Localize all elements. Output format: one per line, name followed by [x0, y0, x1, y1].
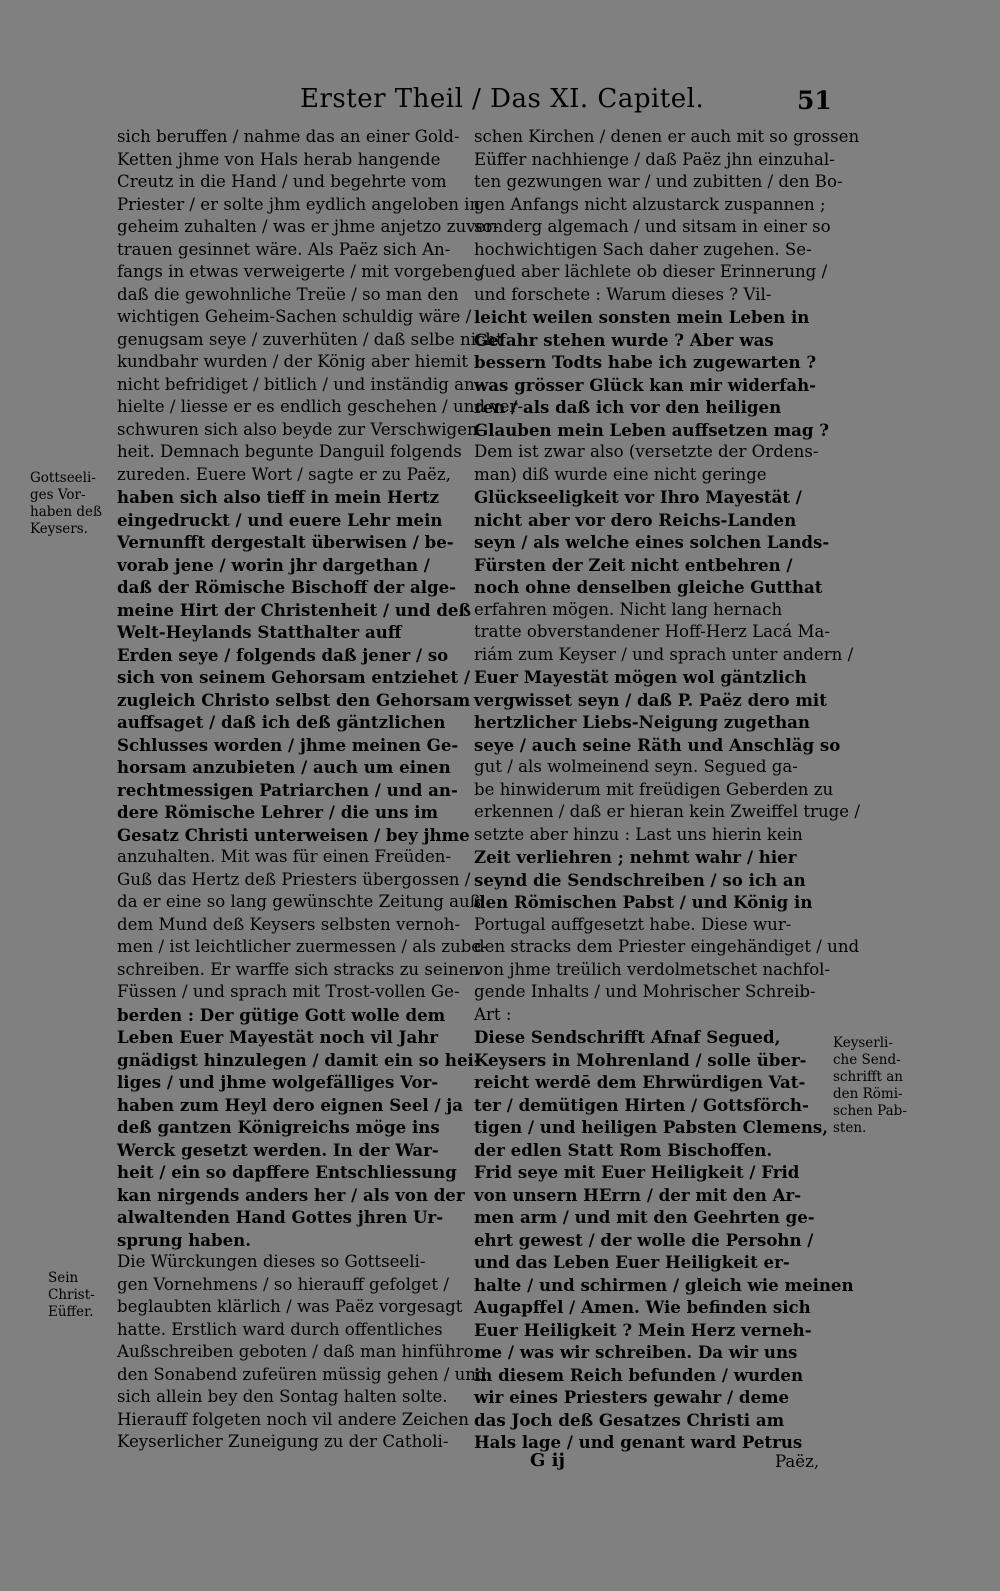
text-line: sich von seinem Gehorsam entziehet / [117, 667, 471, 687]
text-line: was grösser Glück kan mir widerfah- [474, 374, 817, 395]
text-line: riám zum Keyser / und sprach unter andern / [474, 644, 854, 664]
text-line: zureden. Euere Wort / sagte er zu Paëz, [117, 464, 451, 484]
text-line: gen Vornehmens / so hierauff gefolget / [117, 1274, 449, 1294]
text-line: heit / ein so dapffere Entschliessung [117, 1162, 457, 1182]
margin-note-line: ges Vor- [30, 487, 86, 503]
text-line: hatte. Erstlich ward durch offentliches [117, 1319, 443, 1339]
text-line: vorab jene / worin jhr dargethan / [117, 554, 430, 575]
text-line: gut / als wolmeinend seyn. Segued ga- [474, 757, 798, 776]
text-line: Art : [474, 1004, 512, 1024]
text-line: seye / auch seine Räth und Anschläg so [474, 734, 841, 755]
text-line: Priester / er solte jhm eydlich angeloben in [117, 194, 481, 214]
text-line: horsam anzubieten / auch um einen [117, 757, 451, 777]
text-line: anzuhalten. Mit was für einen Freüden- [117, 847, 452, 866]
page-number: 51 [797, 86, 832, 115]
text-line: erfahren mögen. Nicht lang hernach [474, 599, 783, 619]
text-line: meine Hirt der Christenheit / und deß [117, 599, 472, 620]
margin-note-line: Keyserli- [833, 1035, 893, 1051]
margin-note-line: haben deß [30, 504, 103, 520]
margin-note-line: schrifft an [833, 1069, 904, 1085]
text-line: kundbahr wurden / der König aber hiemit [117, 352, 469, 371]
text-line: Diese Sendschrifft Afnaf Segued, [474, 1027, 781, 1047]
text-line: haben zum Heyl dero eignen Seel / ja [117, 1094, 464, 1115]
text-line: Keysers in Mohrenland / solle über- [474, 1049, 807, 1070]
text-line: genugsam seye / zuverhüten / daß selbe nicht [117, 329, 503, 349]
text-line: Leben Euer Mayestät noch vil Jahr [117, 1027, 439, 1047]
text-line: sich allein bey den Sontag halten solte. [117, 1387, 448, 1406]
text-line: wichtigen Geheim-Sachen schuldig wäre / [117, 307, 472, 326]
text-line: setzte aber hinzu : Last uns hierin kein [474, 824, 803, 844]
text-line: kan nirgends anders her / als von der [117, 1184, 465, 1205]
text-line: ter / demütigen Hirten / Gottsförch- [474, 1094, 809, 1115]
text-line: da er eine so lang gewünschte Zeitung auß [117, 892, 481, 911]
text-line: Augapffel / Amen. Wie befinden sich [474, 1297, 811, 1317]
margin-note-line: Eüffer. [48, 1304, 94, 1320]
margin-note-line: sten. [833, 1120, 867, 1136]
text-line: und das Leben Euer Heiligkeit er- [474, 1252, 790, 1272]
text-line: und forschete : Warum dieses ? Vil- [474, 284, 772, 304]
text-line: bessern Todts habe ich zugewarten ? [474, 352, 817, 372]
margin-note-line: den Römi- [833, 1086, 903, 1102]
text-line: ren / als daß ich vor den heiligen [474, 397, 782, 417]
text-line: Euer Heiligkeit ? Mein Herz verneh- [474, 1319, 812, 1340]
text-line: sich beruffen / nahme das an einer Gold- [117, 127, 460, 146]
text-line: ehrt gewest / der wolle die Persohn / [474, 1229, 814, 1250]
text-line: Fürsten der Zeit nicht entbehren / [474, 554, 793, 575]
text-line: schen Kirchen / denen er auch mit so grossen [474, 127, 860, 146]
text-line: men / ist leichtlicher zuermessen / als zube- [117, 937, 487, 956]
text-line: Euer Mayestät mögen wol gäntzlich [474, 667, 807, 687]
text-line: Portugal auffgesetzt habe. Diese wur- [474, 914, 792, 934]
signature-mark: G ij [530, 1450, 565, 1471]
text-line: hertzlicher Liebs-Neigung zugethan [474, 712, 810, 732]
text-line: schwuren sich also beyde zur Verschwigen- [117, 419, 484, 439]
text-line: man) diß wurde eine nicht geringe [474, 464, 767, 484]
text-line: Schlusses worden / jhme meinen Ge- [117, 734, 459, 755]
text-line: hochwichtigen Sach daher zugehen. Se- [474, 239, 812, 259]
text-line: sonderg algemach / und sitsam in einer so [474, 217, 831, 236]
text-line: sprung haben. [117, 1229, 252, 1250]
text-line: Außschreiben geboten / daß man hinführo [117, 1342, 474, 1361]
text-line: Glauben mein Leben auffsetzen mag ? [474, 419, 830, 440]
text-line: Keyserlicher Zuneigung zu der Catholi- [117, 1432, 449, 1451]
text-line: Welt-Heylands Statthalter auff [117, 622, 402, 642]
margin-note-christian-zeal [48, 1270, 95, 1321]
text-line: heit. Demnach begunte Danguil folgends [117, 442, 462, 461]
text-line: auffsaget / daß ich deß gäntzlichen [117, 712, 446, 732]
text-line: den stracks dem Priester eingehändiget / und [474, 937, 860, 956]
text-line: liges / und jhme wolgefälliges Vor- [117, 1072, 439, 1092]
text-line: daß die gewohnliche Treüe / so man den [117, 284, 459, 304]
text-line: Gesatz Christi unterweisen / bey jhme [117, 824, 470, 845]
text-line: gued aber lächlete ob dieser Erinnerung / [474, 262, 828, 281]
text-line: Vernunfft dergestalt überwisen / be- [117, 532, 454, 552]
catchword: Paëz, [775, 1452, 820, 1471]
text-line: Glückseeligkeit vor Ihro Mayestät / [474, 487, 802, 507]
text-line: eingedruckt / und euere Lehr mein [117, 509, 443, 530]
margin-note-line: schen Pab- [833, 1103, 907, 1119]
text-line: men arm / und mit den Geehrten ge- [474, 1207, 815, 1227]
text-line: seyn / als welche eines solchen Lands- [474, 532, 830, 552]
text-line: vergwisset seyn / daß P. Paëz dero mit [474, 689, 827, 710]
text-line: Frid seye mit Euer Heiligkeit / Frid [474, 1162, 800, 1182]
text-line: von unsern HErrn / der mit den Ar- [474, 1184, 802, 1205]
text-line: erkennen / daß er hieran kein Zweiffel truge / [474, 802, 860, 821]
text-line: Werck gesetzt werden. In der War- [117, 1139, 439, 1160]
text-line: Erden seye / folgends daß jener / so [117, 644, 449, 665]
text-line: der edlen Statt Rom Bischoffen. [474, 1139, 773, 1160]
text-line: hielte / liesse er es endlich geschehen / und ver- [117, 397, 524, 416]
text-line: von jhme treülich verdolmetschet nachfol- [474, 959, 831, 979]
text-line: fangs in etwas verweigerte / mit vorgeben / [117, 262, 484, 281]
text-line: noch ohne denselben gleiche Gutthat [474, 577, 823, 597]
text-line: Hals lage / und genant ward Petrus [474, 1432, 803, 1452]
text-line: halte / und schirmen / gleich wie meinen [474, 1274, 854, 1295]
text-line: Füssen / und sprach mit Trost-vollen Ge- [117, 982, 460, 1001]
text-line: Zeit verliehren ; nehmt wahr / hier [474, 847, 797, 867]
text-line: nicht befridiget / bitlich / und inständig an- [117, 374, 481, 394]
text-line: Ketten jhme von Hals herab hangende [117, 149, 441, 169]
text-line: tigen / und heiligen Pabsten Clemens, [474, 1117, 829, 1137]
text-line: gnädigst hinzulegen / damit ein so hei- [117, 1049, 481, 1070]
text-line: dem Mund deß Keysers selbsten vernoh- [117, 914, 461, 934]
text-line: den Sonabend zufeüren müssig gehen / und [117, 1364, 487, 1384]
text-line: haben sich also tieff in mein Hertz [117, 487, 440, 507]
text-line: Creutz in die Hand / und begehrte vom [117, 172, 447, 191]
text-line: Eüffer nachhienge / daß Paëz jhn einzuhal- [474, 149, 835, 169]
text-line: schreiben. Er warffe sich stracks zu seinen [117, 959, 480, 979]
text-line: reicht werdē dem Ehrwürdigen Vat- [474, 1072, 806, 1092]
margin-note-pious-intent [30, 470, 102, 538]
text-line: dere Römische Lehrer / die uns im [117, 802, 439, 822]
text-line: gende Inhalts / und Mohrischer Schreib- [474, 982, 816, 1001]
text-line: geheim zuhalten / was er jhme anjetzo zuver- [117, 217, 499, 236]
text-line: das Joch deß Gesatzes Christi am [474, 1409, 785, 1430]
running-title: Erster Theil / Das XI. Capitel. [300, 84, 705, 114]
text-line: tratte obverstandener Hoff-Herz Lacá Ma- [474, 622, 830, 641]
text-line: Hierauff folgeten noch vil andere Zeichen [117, 1409, 469, 1429]
margin-note-line: Christ- [48, 1287, 95, 1303]
margin-note-line: che Send- [833, 1052, 901, 1068]
text-line: Die Würckungen dieses so Gottseeli- [117, 1252, 426, 1271]
text-line: rechtmessigen Patriarchen / und an- [117, 779, 458, 800]
margin-note-line: Sein [48, 1270, 79, 1286]
margin-note-line: Gottseeli- [30, 470, 96, 486]
text-line: nicht aber vor dero Reichs-Landen [474, 509, 797, 530]
text-line: alwaltenden Hand Gottes jhren Ur- [117, 1207, 444, 1227]
text-line: Dem ist zwar also (versetzte der Ordens- [474, 442, 819, 461]
text-line: be hinwiderum mit freüdigen Geberden zu [474, 779, 834, 799]
margin-note-imperial-letter [833, 1035, 907, 1137]
text-line: beglaubten klärlich / was Paëz vorgesagt [117, 1297, 463, 1316]
text-line: Gefahr stehen wurde ? Aber was [474, 329, 774, 350]
text-line: zugleich Christo selbst den Gehorsam [117, 689, 471, 710]
text-line: gen Anfangs nicht alzustarck zuspannen ; [474, 194, 826, 214]
text-line: wir eines Priesters gewahr / deme [474, 1387, 790, 1407]
text-line: daß der Römische Bischoff der alge- [117, 577, 457, 597]
text-line: trauen gesinnet wäre. Als Paëz sich An- [117, 239, 451, 259]
text-line: leicht weilen sonsten mein Leben in [474, 307, 810, 327]
text-line: ten gezwungen war / und zubitten / den Bo- [474, 172, 843, 191]
text-line: berden : Der gütige Gott wolle dem [117, 1004, 446, 1025]
text-line: Guß das Hertz deß Priesters übergossen / [117, 869, 471, 889]
margin-note-line: Keysers. [30, 521, 88, 537]
text-line: den Römischen Pabst / und König in [474, 892, 813, 912]
text-line: in diesem Reich befunden / wurden [474, 1364, 804, 1385]
text-line: me / was wir schreiben. Da wir uns [474, 1342, 798, 1362]
right-column [474, 126, 860, 1454]
text-line: deß gantzen Königreichs möge ins [117, 1117, 440, 1137]
text-line: seynd die Sendschreiben / so ich an [474, 869, 806, 890]
